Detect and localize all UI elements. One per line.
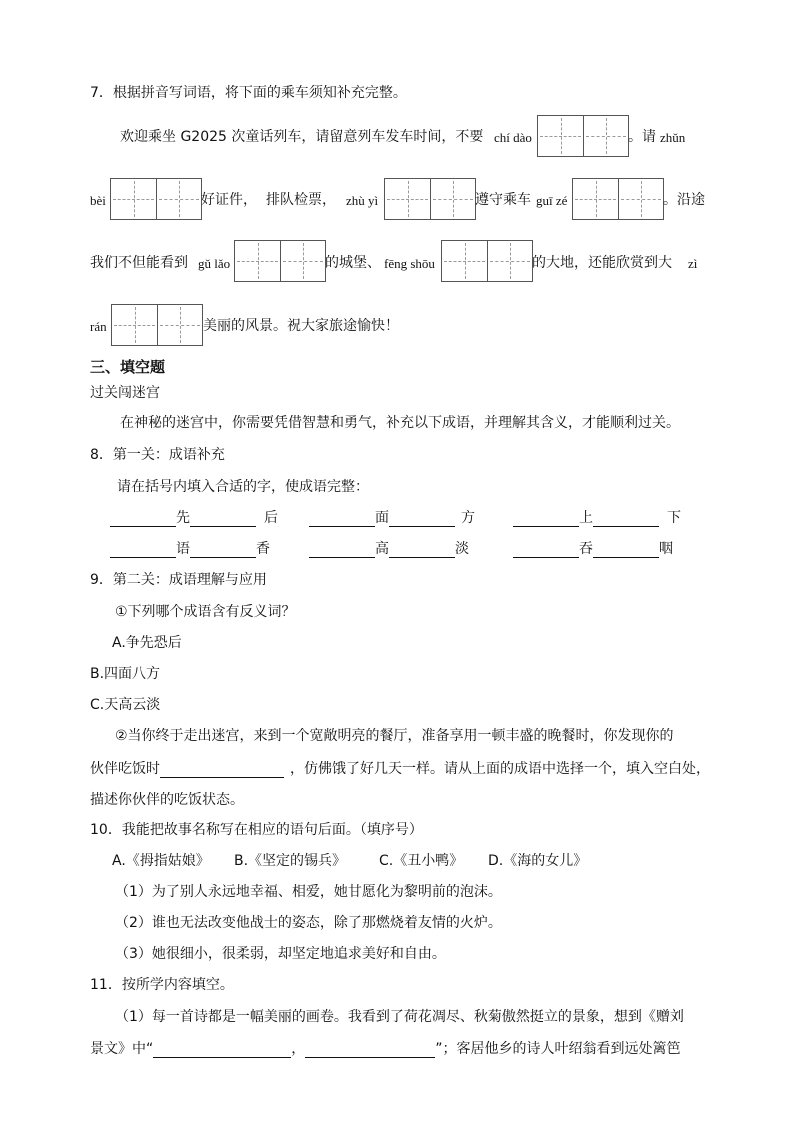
q10-item-3: （3）她很细小，很柔弱，却坚定地追求美好和自由。: [115, 946, 446, 962]
blank-input[interactable]: [309, 512, 375, 527]
section-subtitle: 过关闯迷宫: [90, 385, 160, 401]
q9-sub2-line2: 伙伴吃饭时 ，仿佛饿了好几天一样。请从上面的成语中选择一个，填入空白处，: [90, 761, 710, 777]
q10-option-c: C.《丑小鸭》: [379, 853, 464, 869]
q7-title: 7．根据拼音写词语，将下面的乘车须知补充完整。: [90, 85, 407, 101]
blank-input[interactable]: [389, 512, 455, 527]
pinyin-zi: zì: [688, 256, 698, 271]
q9-sub2-line1: ②当你终于走出迷宫，来到一个宽敞明亮的餐厅，准备享用一顿丰盛的晚餐时，你发现你的: [115, 728, 674, 744]
answer-grid-ziran[interactable]: [111, 304, 203, 346]
idiom-5: 高 淡: [309, 540, 469, 558]
section-intro: 在神秘的迷宫中，你需要凭借智慧和勇气，补充以下成语，并理解其含义，才能顺利过关。: [120, 415, 680, 431]
blank-input[interactable]: [153, 1043, 291, 1058]
idiom-3: 上 下: [513, 509, 681, 527]
blank-input[interactable]: [513, 512, 579, 527]
idiom-1: 先 后: [110, 509, 278, 527]
answer-grid-zhuyi[interactable]: [384, 178, 476, 220]
blank-input[interactable]: [110, 543, 176, 558]
blank-input[interactable]: [305, 1043, 435, 1058]
blank-input[interactable]: [110, 512, 176, 527]
pinyin-bei: bèi: [90, 193, 106, 208]
blank-input[interactable]: [513, 543, 579, 558]
q7-text-3a: 我们不但能看到: [90, 255, 188, 271]
answer-grid-chidao[interactable]: [537, 115, 629, 157]
q10-item-1: （1）为了别人永远地幸福、相爱，她甘愿化为黎明前的泡沫。: [115, 884, 502, 900]
q7-text-2d: 。沿途: [663, 192, 705, 208]
blank-input[interactable]: [593, 512, 659, 527]
pinyin-ran: rán: [90, 319, 107, 334]
q7-text-1a: 欢迎乘坐 G2025 次童话列车，请留意列车发车时间，不要: [120, 129, 484, 145]
q10-item-2: （2）谁也无法改变他战士的姿态，除了那燃烧着友情的火炉。: [115, 915, 502, 931]
idiom-4: 语 香: [110, 540, 270, 558]
q11-title: 11．按所学内容填空。: [90, 977, 234, 993]
q7-text-2a: 好证件，: [201, 192, 257, 208]
pinyin-fengshou: fēng shōu: [384, 256, 435, 271]
answer-grid-gulao[interactable]: [234, 240, 326, 282]
q7-text-4a: 美丽的风景。祝大家旅途愉快！: [203, 318, 399, 334]
q9-title: 9．第二关：成语理解与应用: [90, 572, 267, 588]
q10-option-a: A.《拇指姑娘》: [112, 853, 210, 869]
q11-item1-line1: （1）每一首诗都是一幅美丽的画卷。我看到了荷花凋尽、秋菊傲然挺立的景象，想到《赠刘: [115, 1009, 684, 1025]
blank-input[interactable]: [309, 543, 375, 558]
q9-sub1: ①下列哪个成语含有反义词？: [115, 604, 296, 620]
idiom-6: 吞 咽: [513, 540, 673, 558]
q7-text-2c: 遵守乘车: [475, 192, 531, 208]
q11-item1-line2: 景文》中“ ， ”；客居他乡的诗人叶绍翁看到远处篱笆: [90, 1041, 681, 1057]
q7-text-1b: 。请: [628, 129, 656, 145]
q10-option-b: B.《坚定的锡兵》: [234, 853, 347, 869]
option-a: A.争先恐后: [112, 635, 182, 651]
idiom-2: 面 方: [309, 509, 475, 527]
option-c: C.天高云淡: [90, 697, 161, 713]
blank-input[interactable]: [593, 543, 659, 558]
q9-sub2-line3: 描述你伙伴的吃饭状态。: [90, 792, 244, 808]
answer-grid-guize[interactable]: [572, 178, 664, 220]
q10-option-d: D.《海的女儿》: [488, 853, 588, 869]
blank-input[interactable]: [389, 543, 455, 558]
q7-text-2b: 排队检票，: [266, 192, 336, 208]
pinyin-zhuyi: zhù yì: [346, 193, 379, 208]
option-b: B.四面八方: [90, 666, 161, 682]
section-heading: 三、填空题: [90, 358, 166, 376]
blank-input[interactable]: [160, 763, 284, 778]
pinyin-chidao: chí dào: [494, 130, 532, 145]
blank-input[interactable]: [190, 512, 256, 527]
q7-text-3b: 的城堡、: [325, 255, 381, 271]
q7-text-3c: 的大地，还能欣赏到大: [532, 255, 672, 271]
q8-instruction: 请在括号内填入合适的字，使成语完整：: [117, 479, 369, 495]
pinyin-gulao: gǔ lǎo: [198, 256, 231, 271]
q10-title: 10．我能把故事名称写在相应的语句后面。（填序号）: [90, 822, 423, 838]
blank-input[interactable]: [190, 543, 256, 558]
q8-title: 8．第一关：成语补充: [90, 447, 225, 463]
pinyin-zhun: zhǔn: [660, 130, 686, 145]
answer-grid-fengshou[interactable]: [441, 240, 533, 282]
answer-grid-zhunbei[interactable]: [110, 178, 202, 220]
pinyin-guize: guī zé: [536, 193, 568, 208]
